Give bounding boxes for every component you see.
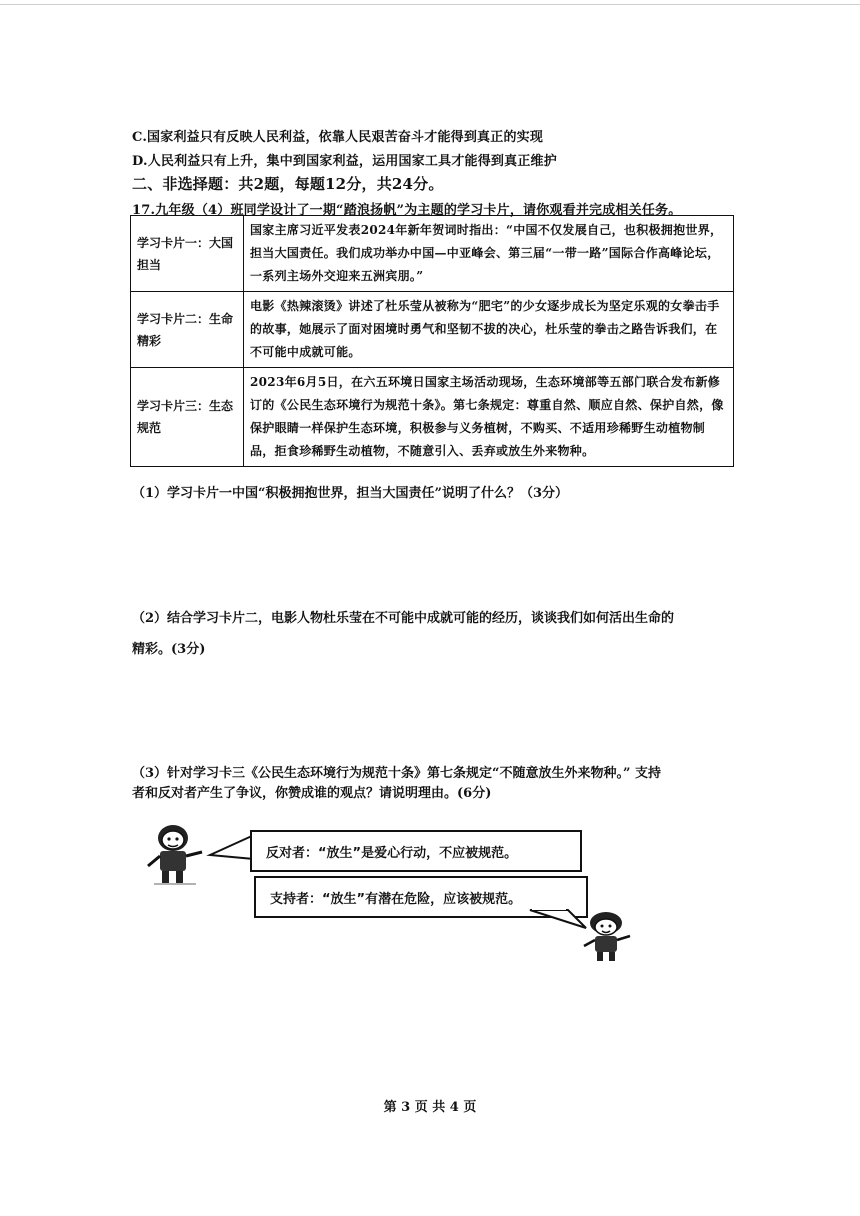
table-row	[131, 216, 734, 292]
page-number: 第 3 页 共 4 页	[383, 1100, 477, 1115]
sub-question-3-line-1: （3）针对学习卡三《公民生态环境行为规范十条》第七条规定“不随意放生外来物种。” 支持	[132, 766, 662, 781]
card-content: 国家主席习近平发表2024年新年贺词时指出：“中国不仅发展自己，也积极拥抱世界，担当大国责任。我们成功举办中国—中亚峰会、第三届“一带一路”国际合作高峰论坛，一系列主场外交迎来五洲宾朋。”	[244, 216, 734, 292]
supporter-cartoon-figure	[574, 910, 640, 964]
card-label: 学习卡片二：生命精彩	[131, 292, 244, 368]
card-label: 学习卡片一：大国担当	[131, 216, 244, 292]
option-d: D.人民利益只有上升，集中到国家利益，运用国家工具才能得到真正维护	[132, 154, 557, 169]
card-content: 电影《热辣滚烫》讲述了杜乐莹从被称为“肥宅”的少女逐步成长为坚定乐观的女拳击手的故事，她展示了面对困境时勇气和坚韧不拔的决心，杜乐莹的拳击之路告诉我们，在不可能中成就可能。	[244, 292, 734, 368]
card-content: 2023年6月5日，在六五环境日国家主场活动现场，生态环境部等五部门联合发布新修订的《公民生态环境行为规范十条》。第七条规定：尊重自然、顺应自然、保护自然，像保护眼睛一样保护生态环境，积极参与义务植树，不购买、不适用珍稀野生动植物制品，拒食珍稀野生动植物，不随意引入、丢弃或放生外来物种。	[244, 368, 734, 467]
supporter-statement: 支持者：“放生”有潜在危险，应该被规范。	[270, 891, 522, 907]
question-17-stem: 17.九年级（4）班同学设计了一期“踏浪扬帆”为主题的学习卡片，请你观看并完成相关任务。	[132, 203, 682, 218]
learning-cards-table	[130, 215, 734, 467]
page-top-edge	[0, 4, 860, 5]
table-row	[131, 292, 734, 368]
sub-question-3-line-2: 者和反对者产生了争议，你赞成谁的观点？请说明理由。(6分)	[132, 786, 492, 801]
card-label: 学习卡片三：生态规范	[131, 368, 244, 467]
opponent-cartoon-figure	[140, 822, 212, 888]
sub-question-2-line-1: （2）结合学习卡片二，电影人物杜乐莹在不可能中成就可能的经历，谈谈我们如何活出生命的	[132, 611, 675, 626]
option-c: C.国家利益只有反映人民利益，依靠人民艰苦奋斗才能得到真正的实现	[132, 130, 544, 145]
sub-question-1: （1）学习卡片一中国“积极拥抱世界，担当大国责任”说明了什么？（3分）	[132, 486, 569, 501]
section-title: 二、非选择题：共2题，每题12分，共24分。	[132, 175, 444, 193]
opponent-speech-bubble	[250, 830, 582, 872]
table-row	[131, 368, 734, 467]
opponent-statement: 反对者：“放生”是爱心行动，不应被规范。	[266, 845, 518, 861]
sub-question-2-line-2: 精彩。(3分)	[132, 642, 206, 657]
opponent-bubble-tail	[206, 829, 256, 869]
